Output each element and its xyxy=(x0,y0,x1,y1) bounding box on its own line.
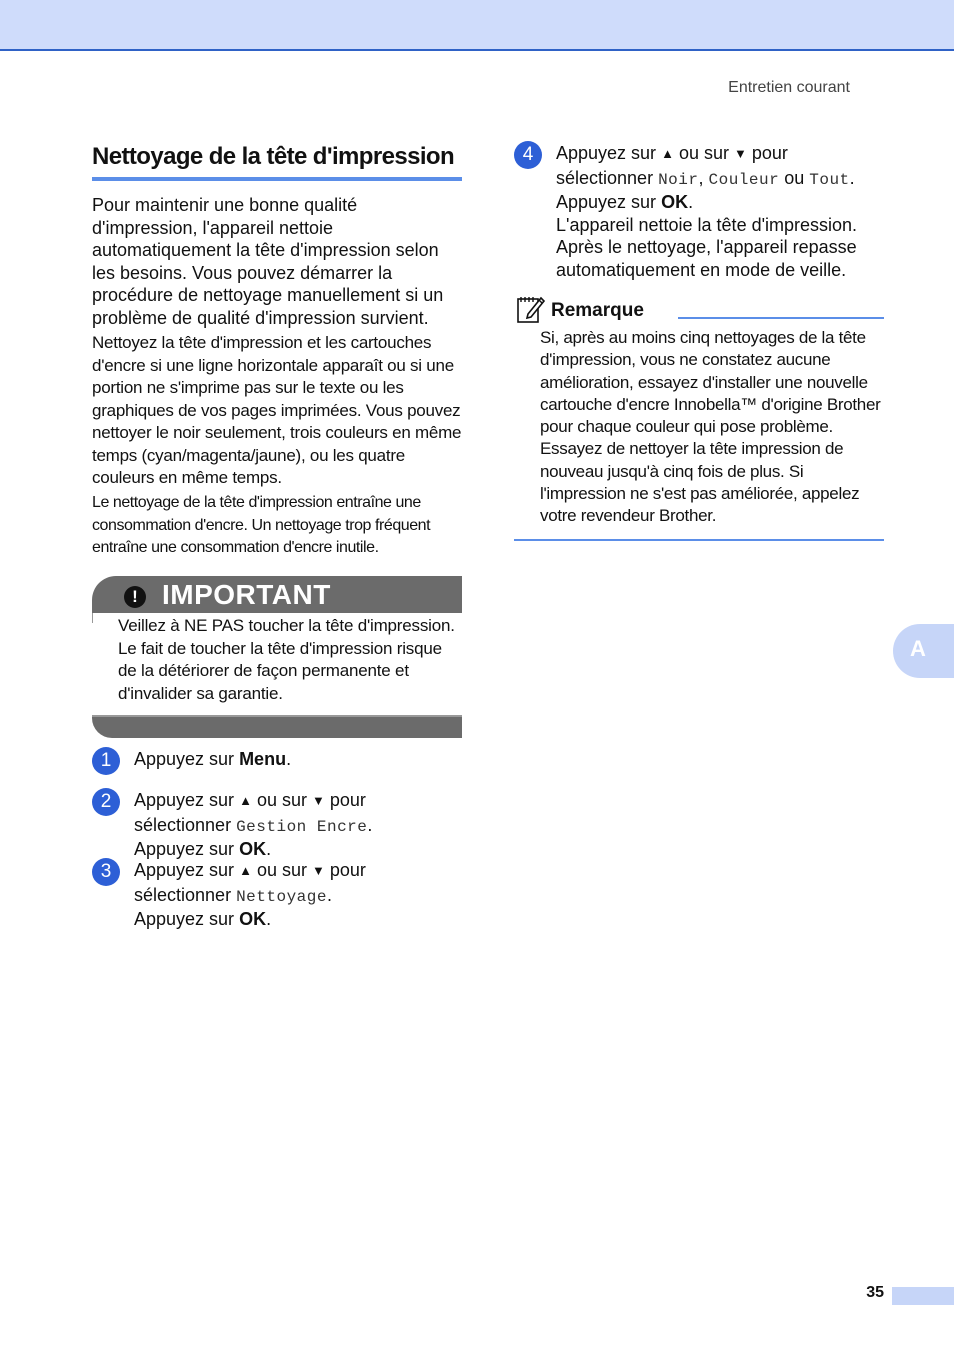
step-text: Appuyez sur Menu. xyxy=(134,749,292,769)
important-label: IMPORTANT xyxy=(162,579,331,610)
up-arrow-icon: ▲ xyxy=(239,863,252,878)
warning-icon: ! xyxy=(124,586,146,608)
menu-key: Menu xyxy=(239,749,287,769)
chapter-tab xyxy=(893,624,954,678)
body-paragraph: Nettoyez la tête d'impression et les cartouches d'encre si une ligne horizontale apparaît ou si une portion ne s'imprime pas sur le texte ou les graphiques de vos pages imprimées. Vous pouvez nettoyer le noir seulement, trois couleurs en même temps (cyan/magenta/jaune), ou les quatre couleurs en même temps. xyxy=(92,333,462,487)
ok-key: OK xyxy=(239,839,267,859)
chapter-letter: A xyxy=(910,636,926,661)
up-arrow-icon: ▲ xyxy=(239,793,252,808)
step-number: 4 xyxy=(514,141,542,169)
step-text: Appuyez sur ▲ ou sur ▼ pour sélectionner Gestion Encre. Appuyez sur OK. xyxy=(134,790,373,859)
note-bottom-divider xyxy=(514,539,884,541)
step-number: 1 xyxy=(92,747,120,775)
note-divider xyxy=(678,317,884,319)
menu-option-color: Couleur xyxy=(708,170,780,189)
running-header: Entretien courant xyxy=(728,79,850,96)
note-header xyxy=(514,292,884,324)
down-arrow-icon: ▼ xyxy=(311,793,325,808)
section-title: Nettoyage de la tête d'impression xyxy=(92,143,462,181)
important-box-header xyxy=(92,576,462,613)
ok-key: OK xyxy=(661,192,689,212)
important-text: Veillez à NE PAS toucher la tête d'impression. Le fait de toucher la tête d'impression risque de la détériorer de façon permanente et d'invalider sa garantie. xyxy=(118,616,455,703)
menu-option: Gestion Encre xyxy=(236,817,368,836)
note-label: Remarque xyxy=(551,300,644,321)
important-box-edge xyxy=(92,613,93,623)
step-result-text: L'appareil nettoie la tête d'impression. Après le nettoyage, l'appareil repasse automatiquement en mode de veille. xyxy=(556,214,858,280)
ink-consumption-paragraph: Le nettoyage de la tête d'impression entraîne une consommation d'encre. Un nettoyage trop fréquent entraîne une consommation d'encre inutile. xyxy=(92,494,431,556)
menu-option-all: Tout xyxy=(809,170,850,189)
intro-paragraph: Pour maintenir une bonne qualité d'impression, l'appareil nettoie automatiquement la tête d'impression selon les besoins. Vous pouvez démarrer la procédure de nettoyage manuellement si un problème de qualité d'impression survient. xyxy=(92,195,444,328)
up-arrow-icon: ▲ xyxy=(661,146,674,161)
note-text: Si, après au moins cinq nettoyages de la tête d'impression, vous ne constatez aucune amélioration, essayez d'installer une nouvelle cartouche d'encre Innobella™ d'origine Brother pour chaque couleur qui pose problème. Essayez de nettoyer la tête impression de nouveau jusqu'à cinq fois de plus. Si l'impression ne s'est pas améliorée, appelez votre revendeur Brother. xyxy=(540,328,881,526)
page-number: 35 xyxy=(866,1284,884,1301)
ok-key: OK xyxy=(239,909,267,929)
down-arrow-icon: ▼ xyxy=(733,146,747,161)
top-header-bar xyxy=(0,0,954,51)
step-text: Appuyez sur ▲ ou sur ▼ pour sélectionner Noir, Couleur ou Tout. Appuyez sur OK. L'appareil nettoie la tête d'impression. Après le nettoyage, l'appareil repasse automatiquement en mode de veille. xyxy=(556,143,858,280)
note-pencil-icon xyxy=(516,294,546,324)
page-number-tab xyxy=(892,1287,954,1305)
important-box-footer xyxy=(92,715,462,738)
down-arrow-icon: ▼ xyxy=(311,863,325,878)
menu-option: Nettoyage xyxy=(236,887,327,906)
step-text: Appuyez sur ▲ ou sur ▼ pour sélectionner Nettoyage. Appuyez sur OK. xyxy=(134,860,366,929)
menu-option-black: Noir xyxy=(658,170,699,189)
step-number: 3 xyxy=(92,858,120,886)
step-number: 2 xyxy=(92,788,120,816)
